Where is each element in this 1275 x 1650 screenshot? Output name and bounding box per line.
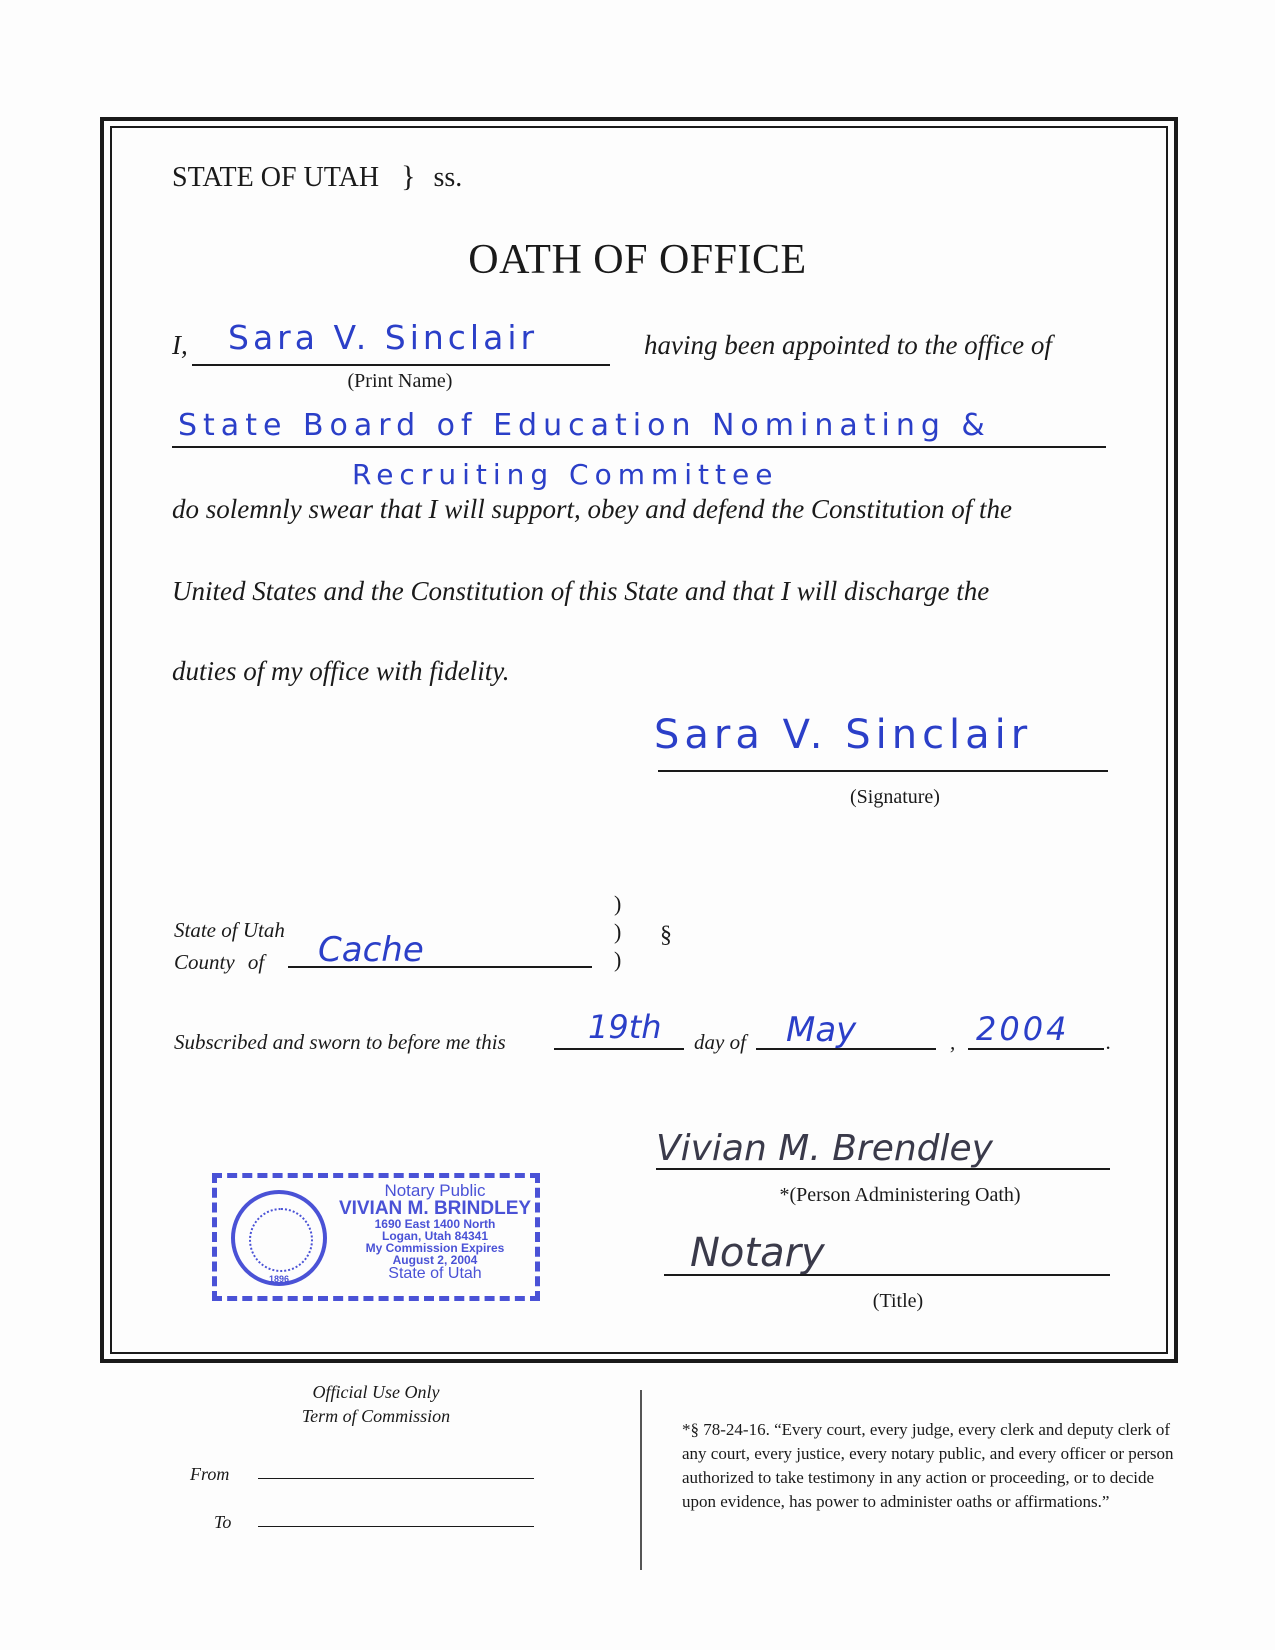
print-name-caption: (Print Name): [347, 370, 453, 392]
day-of-label: day of: [694, 1030, 746, 1054]
subscribed-prefix: Subscribed and sworn to before me this: [174, 1030, 506, 1054]
stamp-line-4: Logan, Utah 84341: [381, 1229, 489, 1243]
appointed-text: having been appointed to the office of: [644, 330, 1052, 360]
from-line: [258, 1478, 534, 1479]
state-seal-icon: [231, 1190, 327, 1286]
county-handwritten: Cache: [318, 930, 424, 970]
title-line: [664, 1274, 1110, 1276]
ss-label: ss.: [433, 162, 463, 193]
footer-divider: [640, 1390, 642, 1570]
to-line: [258, 1526, 534, 1527]
print-name-handwritten: Sara V. Sinclair: [228, 318, 539, 357]
administrator-signature: Vivian M. Brendley: [656, 1128, 993, 1169]
term-of-commission-heading: Term of Commission: [301, 1406, 451, 1426]
day-handwritten: 19th: [588, 1008, 662, 1046]
office-line2-handwritten: Recruiting Committee: [352, 458, 779, 491]
brace: }: [401, 160, 416, 193]
stamp-line-5: My Commission Expires: [365, 1241, 505, 1255]
title-caption: (Title): [872, 1290, 924, 1312]
year-handwritten: 2004: [976, 1010, 1070, 1048]
to-label: To: [214, 1512, 232, 1532]
signature-handwritten: Sara V. Sinclair: [654, 712, 1033, 758]
paren-1: ): [614, 891, 622, 916]
appointee-prefix: I,: [172, 330, 188, 360]
title-handwritten: Notary: [690, 1230, 825, 1276]
paren-2: ): [614, 919, 622, 944]
office-line1-handwritten: State Board of Education Nominating &: [178, 408, 991, 443]
stamp-line-3: 1690 East 1400 North: [374, 1217, 496, 1231]
venue-state-label: State of Utah: [174, 918, 285, 942]
venue-county-label: County of: [174, 950, 265, 974]
seal-inner-ring: [249, 1208, 313, 1272]
state-heading: [172, 160, 462, 194]
signature-line: [658, 770, 1108, 772]
stamp-line-6: August 2, 2004: [392, 1253, 478, 1267]
paren-3: ): [614, 947, 622, 972]
oath-line-3: duties of my office with fidelity.: [172, 656, 510, 686]
seal-year: 1896: [268, 1274, 290, 1284]
official-use-heading: Official Use Only: [312, 1382, 440, 1402]
state-name: STATE OF UTAH: [172, 162, 380, 193]
stamp-line-2: VIVIAN M. BRINDLEY: [338, 1198, 532, 1219]
venue-parentheses: [614, 890, 621, 974]
statute-footnote: *§ 78-24-16. “Every court, every judge, every clerk and deputy clerk of any court, every justice, every notary public, and every officer or person authorized to take testimony in any action or proceeding, or to decide upon evidence, has power to administer oaths or affirmations.”: [682, 1420, 1174, 1512]
from-label: From: [190, 1464, 230, 1484]
year-line: [968, 1048, 1104, 1050]
notary-stamp: [212, 1173, 540, 1301]
section-symbol: §: [660, 922, 672, 948]
day-line: [554, 1048, 684, 1050]
administrator-line: [656, 1168, 1110, 1170]
print-name-line: [192, 364, 610, 366]
month-handwritten: May: [786, 1010, 857, 1050]
oath-line-2: United States and the Constitution of this State and that I will discharge the: [172, 576, 990, 606]
stamp-line-7: State of Utah: [388, 1265, 482, 1282]
period: .: [1106, 1030, 1112, 1054]
administrator-caption: *(Person Administering Oath): [779, 1184, 1021, 1206]
document-title: OATH OF OFFICE: [468, 237, 807, 283]
office-line: [172, 446, 1106, 448]
stamp-line-1: Notary Public: [384, 1181, 486, 1200]
signature-caption: (Signature): [850, 786, 940, 808]
stamp-text: [335, 1182, 535, 1282]
comma: ,: [950, 1030, 956, 1054]
oath-line-1: do solemnly swear that I will support, obey and defend the Constitution of the: [172, 494, 1012, 524]
